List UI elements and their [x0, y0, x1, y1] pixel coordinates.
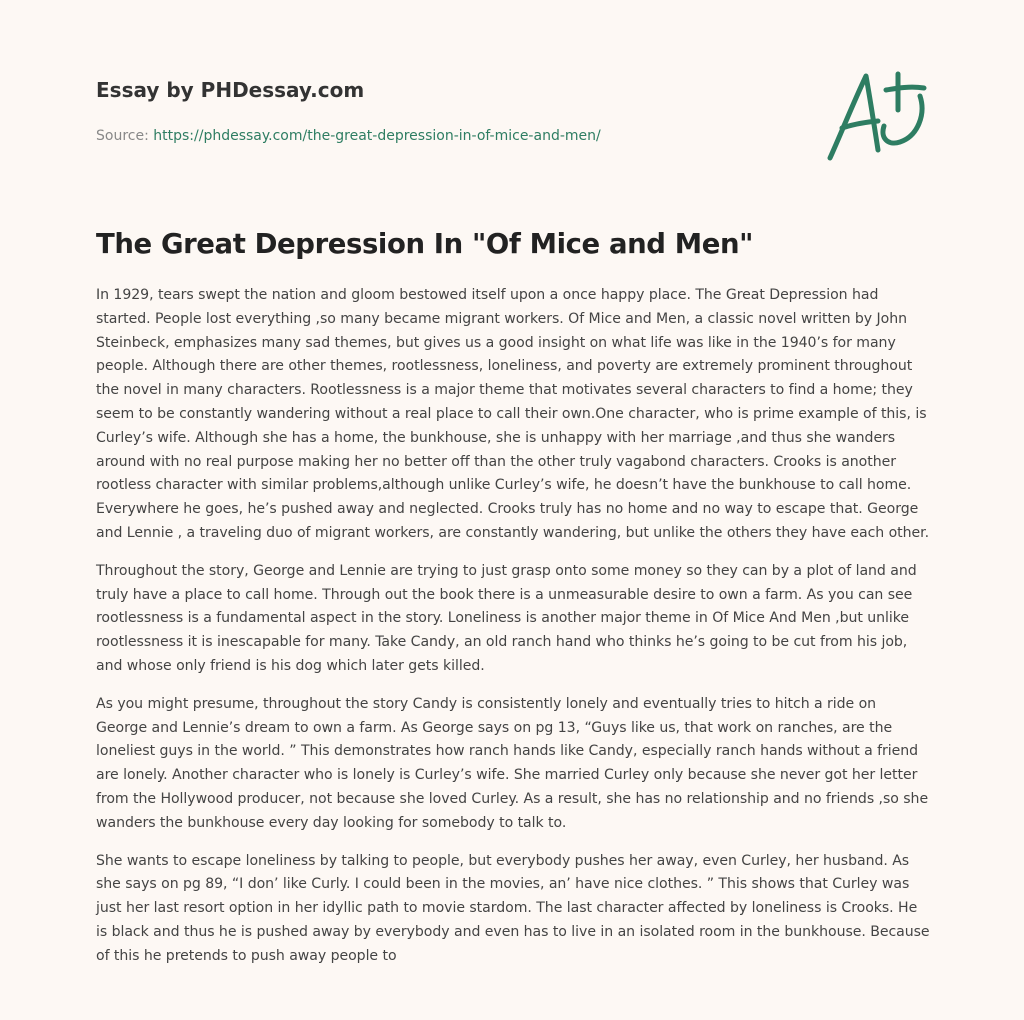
essay-body	[96, 284, 930, 983]
source-label: Source:	[96, 128, 154, 144]
source-line	[96, 126, 796, 146]
essay-paragraph: In 1929, tears swept the nation and gloom bestowed itself upon a once happy place. The Great Depression had started. People lost everything ,so many became migrant workers. Of Mice and Men, a classic novel written by John Steinbeck, emphasizes many sad themes, but gives us a good insight on what life was like in the 1940’s for many people. Although there are other themes, rootlessness, loneliness, and poverty are extremely prominent throughout the novel in many characters. Rootlessness is a major theme that motivates several characters to find a home; they seem to be constantly wandering without a real place to call their own.One character, who is prime example of this, is Curley’s wife. Although she has a home, the bunkhouse, she is unhappy with her marriage ,and thus she wanders around with no real purpose making her no better off than the other truly vagabond characters. Crooks is another rootless character with similar problems,although unlike Curley’s wife, he doesn’t have the bunkhouse to call home. Everywhere he goes, he’s pushed away and neglected. Crooks truly has no home and no way to escape that. George and Lennie , a traveling duo of migrant workers, are constantly wandering, but unlike the others they have each other.	[96, 287, 930, 541]
essay-paragraph: She wants to escape loneliness by talking to people, but everybody pushes her away, even Curley, her husband. As she says on pg 89, “I don’ like Curly. I could been in the movies, an’ have nice clothes. ” This shows that Curley was just her last resort option in her idyllic path to movie stardom. The last character affected by loneliness is Crooks. He is black and thus he is pushed away by everybody and even has to live in an isolated room in the bunkhouse. Because of this he pretends to push away people to	[96, 852, 930, 964]
brand-title: Essay by PHDessay.com	[96, 78, 365, 102]
site-header	[96, 76, 796, 146]
a-plus-logo-icon	[820, 66, 930, 166]
essay-paragraph: Throughout the story, George and Lennie are trying to just grasp onto some money so they can by a plot of land and truly have a place to call home. Through out the book there is a unmeasurable desire to own a farm. As you can see rootlessness is a fundamental aspect in the story. Loneliness is another major theme in Of Mice And Men ,but unlike rootlessness it is inescapable for many. Take Candy, an old ranch hand who thinks he’s going to be cut from his job, and whose only friend is his dog which later gets killed.	[96, 562, 917, 674]
essay-paragraph: As you might presume, throughout the story Candy is consistently lonely and eventually tries to hitch a ride on George and Lennie’s dream to own a farm. As George says on pg 13, “Guys like us, that work on ranches, are the loneliest guys in the world. ” This demonstrates how ranch hands like Candy, especially ranch hands without a friend are lonely. Another character who is lonely is Curley’s wife. She married Curley only because she never got her letter from the Hollywood producer, not because she loved Curley. As a result, she has no relationship and no friends ,so she wanders the bunkhouse every day looking for somebody to talk to.	[96, 695, 929, 831]
source-link[interactable]: https://phdessay.com/the-great-depression-in-of-mice-and-men/	[153, 128, 601, 144]
essay-title: The Great Depression In "Of Mice and Men"	[96, 228, 754, 260]
